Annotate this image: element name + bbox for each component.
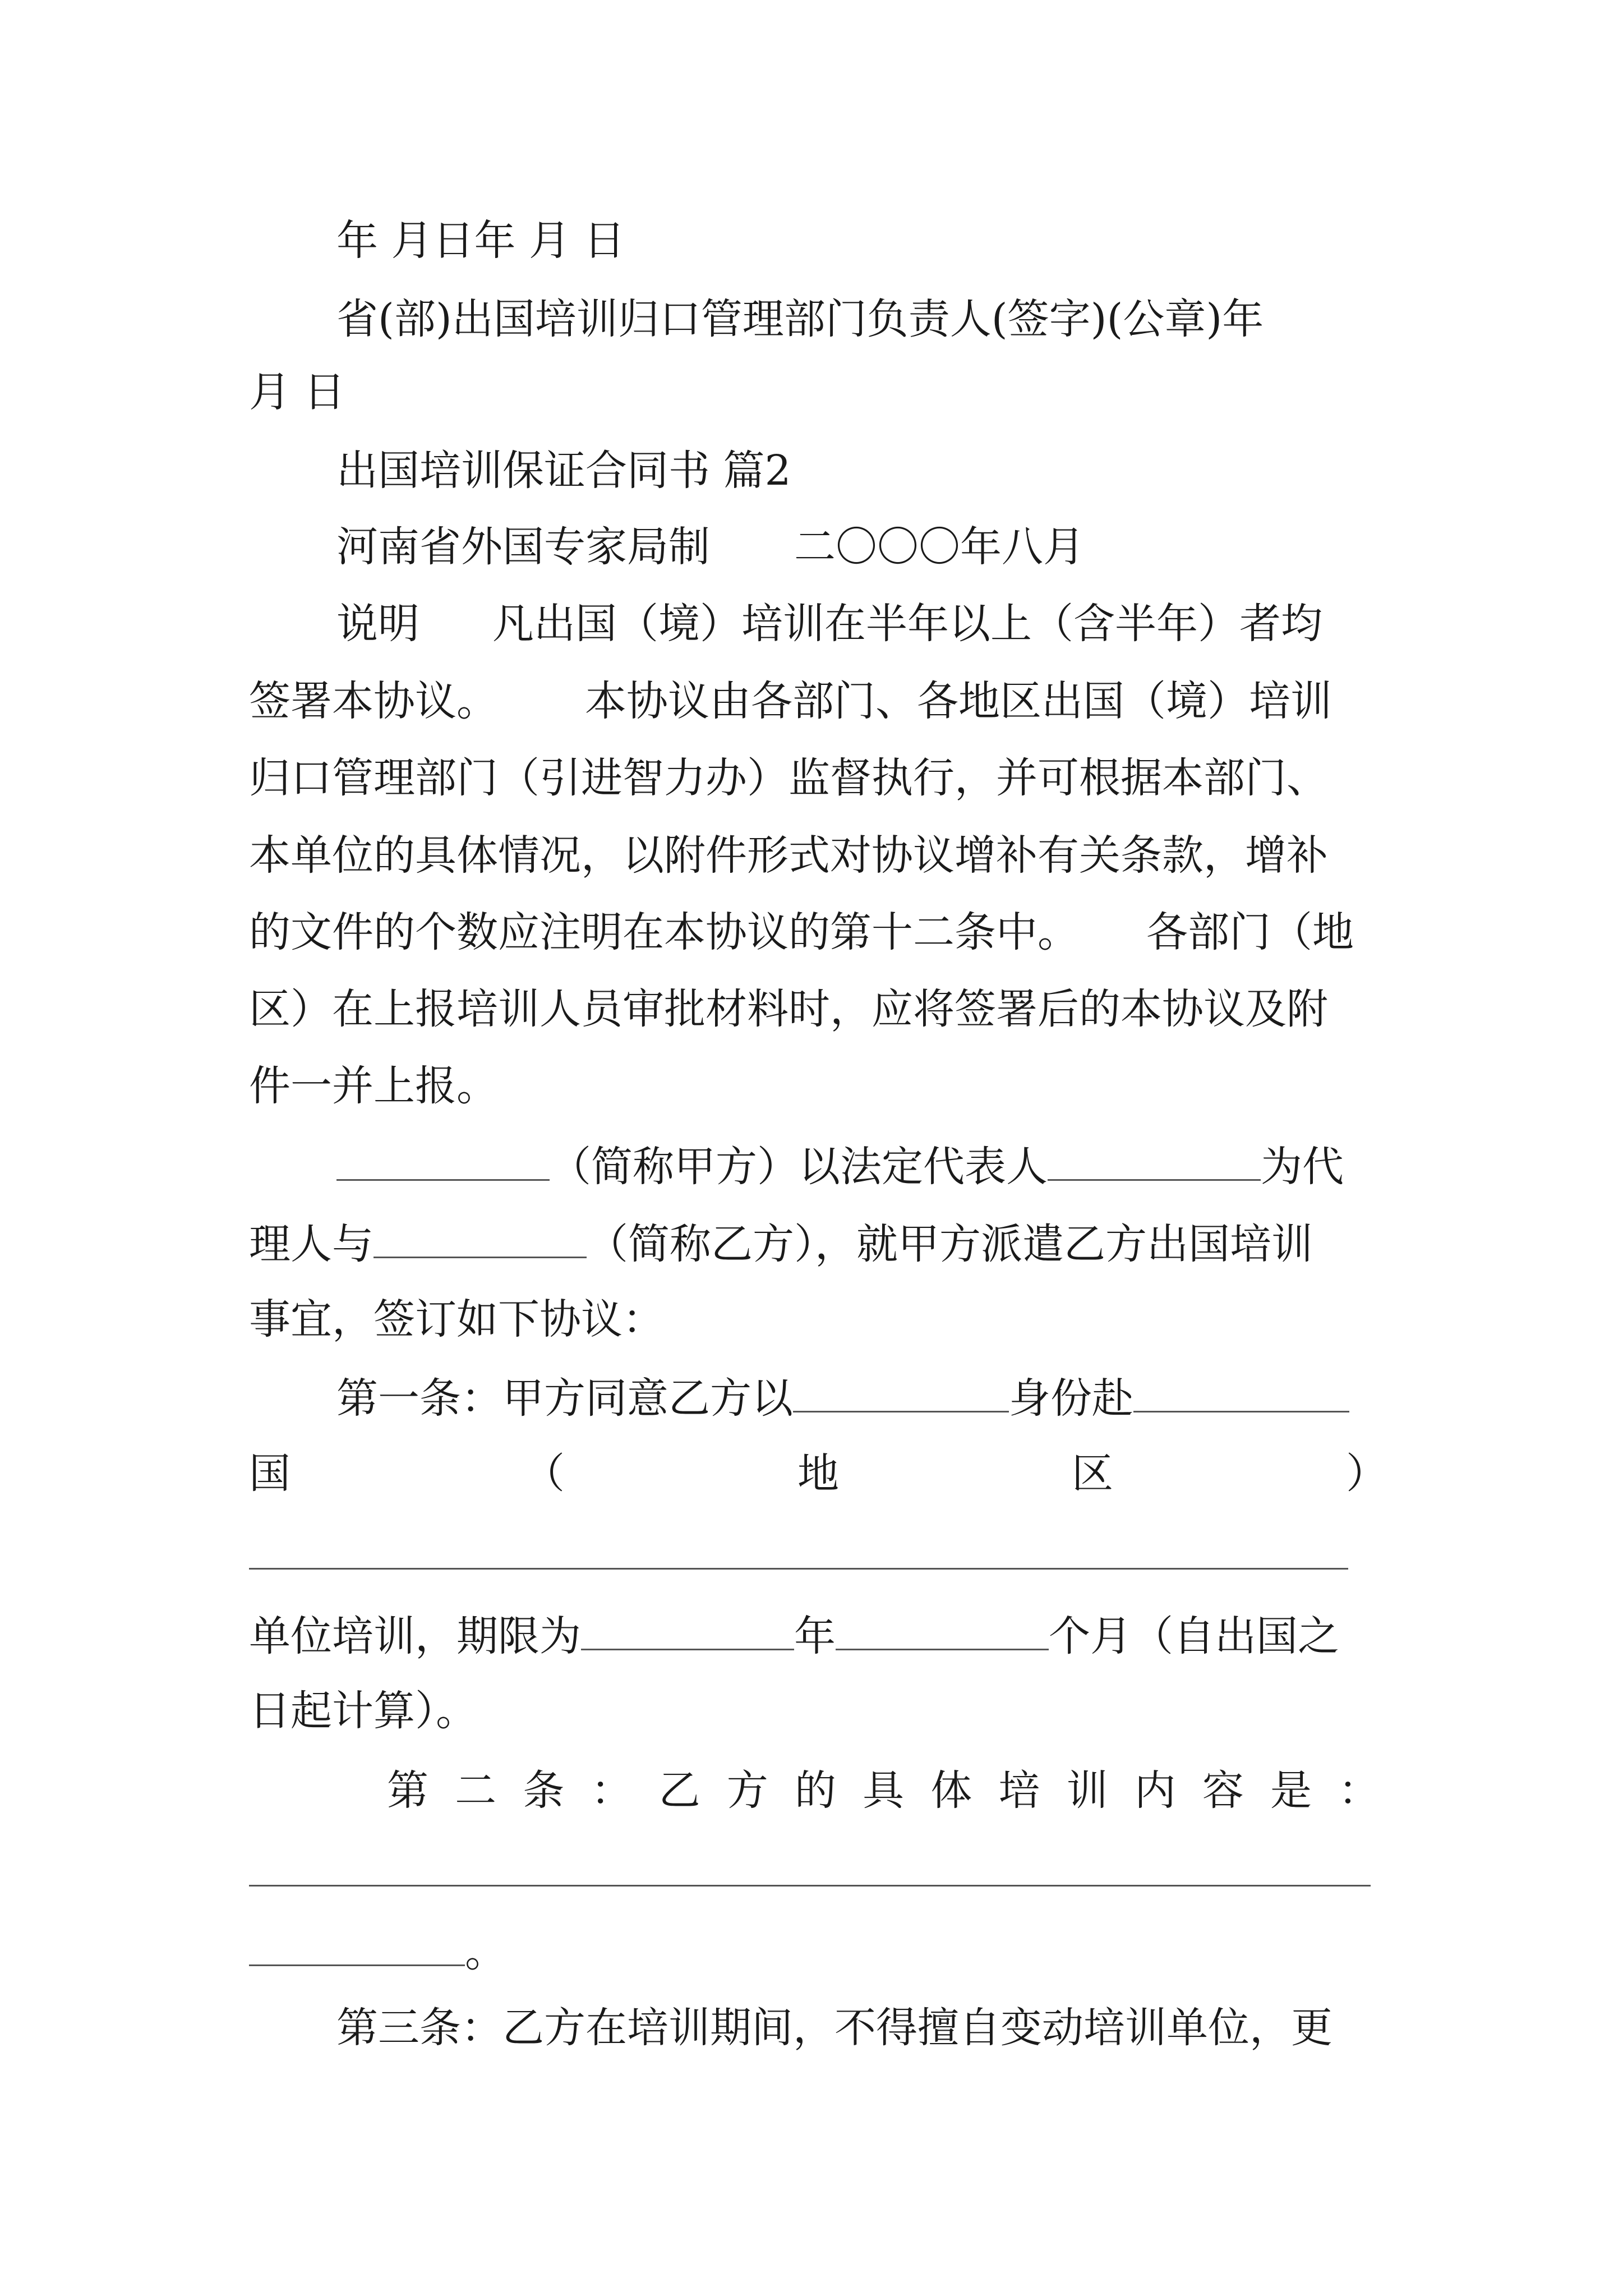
explanation-line-4: 本单位的具体情况，以附件形式对协议增补有关条款，增补 bbox=[249, 831, 1328, 880]
explanation-line-5: 的文件的个数应注明在本协议的第十二条中。 各部门（地 bbox=[249, 908, 1354, 956]
party-b-blank[interactable] bbox=[374, 1222, 587, 1258]
section-heading: 出国培训保证合同书 篇2 bbox=[336, 447, 791, 495]
text-line-signature: 省(部)出国培训归口管理部门负责人(签字)(公章)年 bbox=[336, 295, 1264, 343]
agreement-intro-1: （简称甲方）以法定代表人 为代 bbox=[336, 1144, 1344, 1188]
explanation-line-7: 件一并上报。 bbox=[249, 1062, 498, 1110]
text-line-date-cont: 月 日 bbox=[249, 368, 345, 416]
article-2-line-1: 第 二 条 ： 乙 方 的 具 体 培 训 内 容 是 ： bbox=[387, 1766, 1380, 1815]
issuer-name: 河南省外国专家局制 bbox=[336, 523, 710, 571]
issuer-line bbox=[336, 523, 1085, 571]
explanation-line-2: 签署本协议。 本协议由各部门、各地区出国（境）培训 bbox=[249, 677, 1332, 725]
article-1-line-3: 单位培训，期限为 年 个月（自出国之 bbox=[249, 1612, 1339, 1660]
explanation-label: 说明 bbox=[336, 600, 419, 648]
article-1-line-4: 日起计算）。 bbox=[249, 1687, 477, 1735]
party-a-blank[interactable] bbox=[336, 1144, 550, 1181]
representative-blank[interactable] bbox=[1048, 1144, 1261, 1181]
country-blank[interactable] bbox=[1133, 1376, 1349, 1412]
training-content-blank-end[interactable] bbox=[249, 1930, 465, 1966]
identity-blank[interactable] bbox=[793, 1376, 1009, 1412]
years-blank[interactable] bbox=[581, 1614, 794, 1650]
region-blank-line[interactable] bbox=[249, 1568, 1348, 1570]
explanation-line-6: 区）在上报培训人员审批材料时，应将签署后的本协议及附 bbox=[249, 985, 1328, 1033]
article-2-line-2: 。 bbox=[249, 1930, 506, 1973]
article-1-line-1: 第一条：甲方同意乙方以 身份赴 bbox=[336, 1376, 1349, 1419]
agreement-intro-3: 事宜，签订如下协议： bbox=[249, 1295, 664, 1343]
text-line-date: 年 月日年 月 日 bbox=[336, 217, 625, 265]
months-blank[interactable] bbox=[836, 1614, 1049, 1650]
agreement-intro-2: 理人与 （简称乙方），就甲方派遣乙方出国培训 bbox=[249, 1220, 1313, 1268]
explanation-line-1: 说明 凡出国（境）培训在半年以上（含半年）者均 bbox=[336, 600, 1322, 648]
article-3-line-1: 第三条：乙方在培训期间，不得擅自变动培训单位，更 bbox=[336, 2004, 1332, 2052]
article-1-line-2: 国 （ 地 区 ） bbox=[249, 1450, 1387, 1498]
issue-date: 二〇〇〇年八月 bbox=[794, 523, 1085, 571]
explanation-line-3: 归口管理部门（引进智力办）监督执行，并可根据本部门、 bbox=[249, 754, 1328, 802]
training-content-blank-line[interactable] bbox=[249, 1885, 1371, 1887]
